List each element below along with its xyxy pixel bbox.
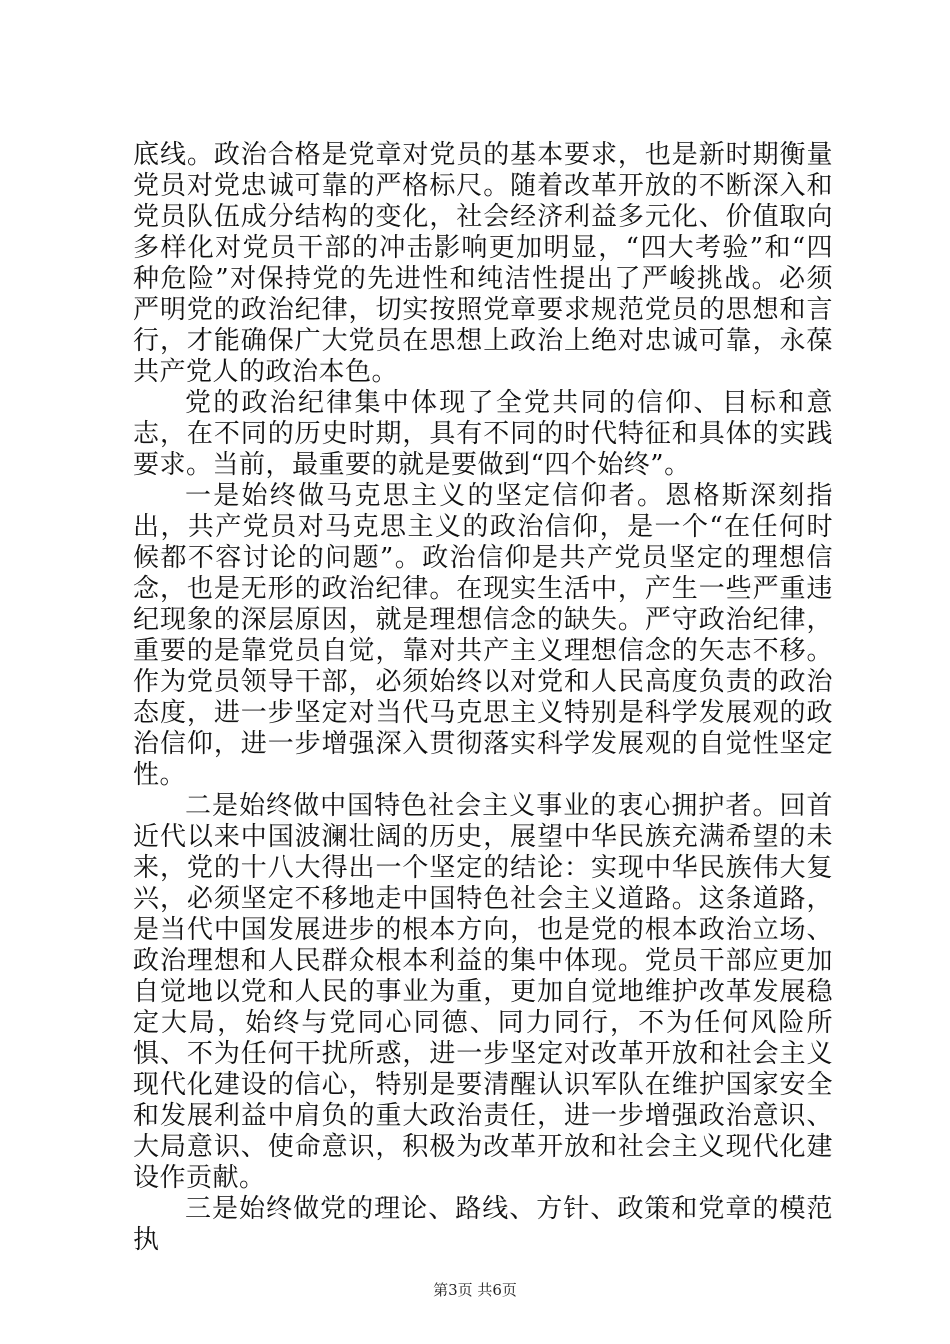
- paragraph-3: 一是始终做马克思主义的坚定信仰者。恩格斯深刻指出，共产党员对马克思主义的政治信仰，是一个“在任何时候都不容讨论的问题”。政治信仰是共产党员坚定的理想信念，也是无形的政治纪律。在现实生活中，产生一些严重违纪现象的深层原因，就是理想信念的缺失。严守政治纪律，重要的是靠党员自觉，靠对共产主义理想信念的矢志不移。作为党员领导干部，必须始终以对党和人民高度负责的政治态度，进一步坚定对当代马克思主义特别是科学发展观的政治信仰，进一步增强深入贯彻落实科学发展观的自觉性坚定性。: [133, 481, 833, 790]
- paragraph-4: 二是始终做中国特色社会主义事业的衷心拥护者。回首近代以来中国波澜壮阔的历史，展望中华民族充满希望的未来，党的十八大得出一个坚定的结论：实现中华民族伟大复兴，必须坚定不移地走中国特色社会主义道路。这条道路，是当代中国发展进步的根本方向，也是党的根本政治立场、政治理想和人民群众根本利益的集中体现。党员干部应更加自觉地以党和人民的事业为重，更加自觉地维护改革发展稳定大局，始终与党同心同德、同力同行，不为任何风险所惧、不为任何干扰所惑，进一步坚定对改革开放和社会主义现代化建设的信心，特别是要清醒认识军队在维护国家安全和发展利益中肩负的重大政治责任，进一步增强政治意识、大局意识、使命意识，积极为改革开放和社会主义现代化建设作贡献。: [133, 791, 833, 1193]
- page-footer: 第3页 共6页: [433, 1281, 517, 1299]
- paragraph-5: 三是始终做党的理论、路线、方针、政策和党章的模范执: [133, 1194, 833, 1255]
- paragraph-2: 党的政治纪律集中体现了全党共同的信仰、目标和意志，在不同的历史时期，具有不同的时代特征和具体的实践要求。当前，最重要的就是要做到“四个始终”。: [133, 388, 833, 480]
- paragraph-1: 底线。政治合格是党章对党员的基本要求，也是新时期衡量党员对党忠诚可靠的严格标尺。随着改革开放的不断深入和党员队伍成分结构的变化，社会经济利益多元化、价值取向多样化对党员干部的冲击影响更加明显，“四大考验”和“四种危险”对保持党的先进性和纯洁性提出了严峻挑战。必须严明党的政治纪律，切实按照党章要求规范党员的思想和言行，才能确保广大党员在思想上政治上绝对忠诚可靠，永葆共产党人的政治本色。: [133, 140, 833, 387]
- document-body: [133, 140, 833, 1256]
